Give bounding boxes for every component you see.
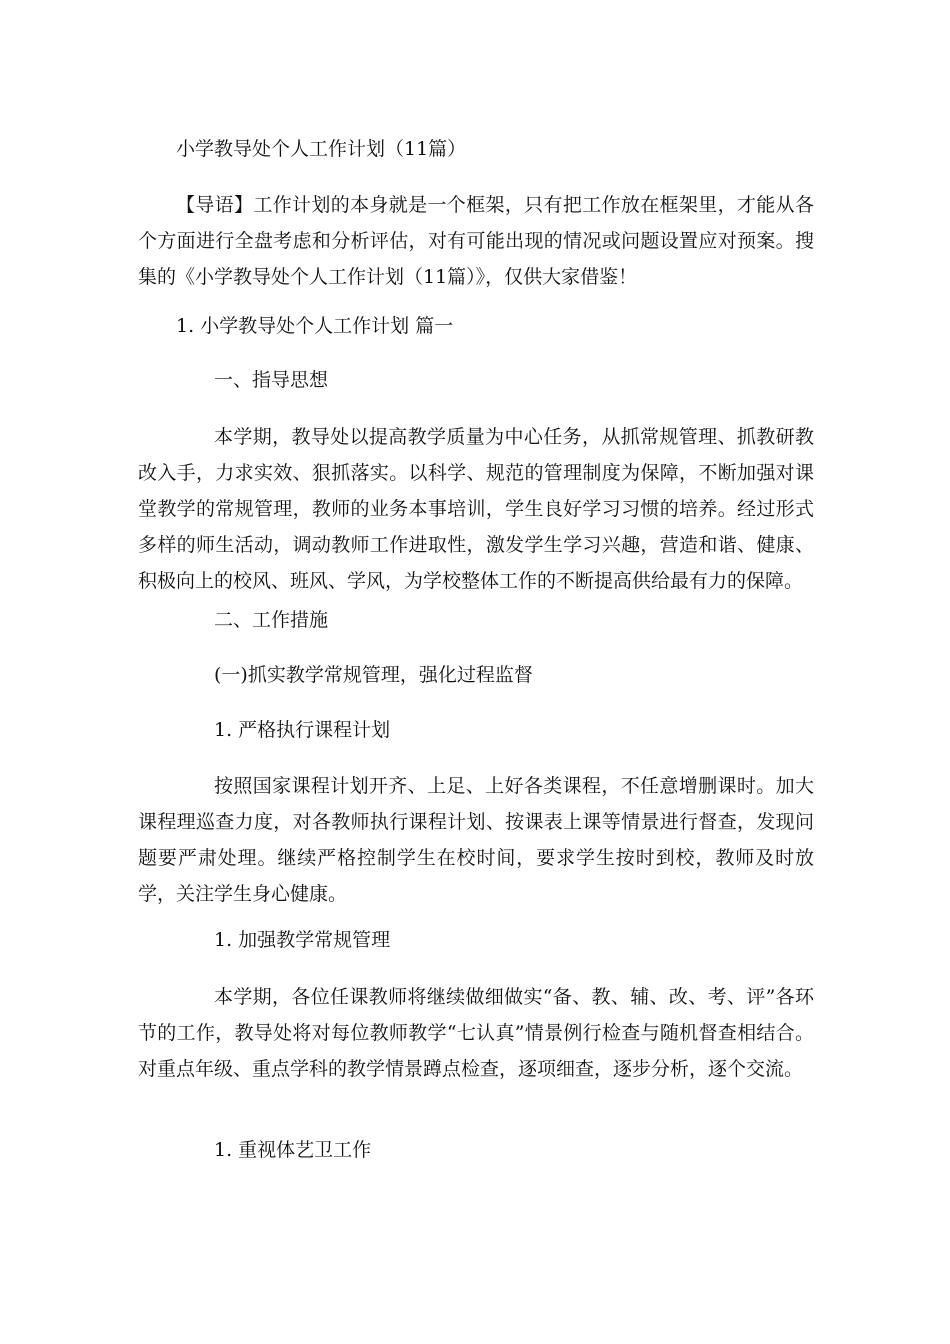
item-heading-routine-management: 1. 加强教学常规管理 xyxy=(214,929,391,951)
heading-guiding-ideology: 一、指导思想 xyxy=(214,369,329,391)
subheading-teaching-routine: (一)抓实教学常规管理，强化过程监督 xyxy=(214,664,533,686)
heading-work-measures: 二、工作措施 xyxy=(214,609,329,631)
paragraph-routine-management: 本学期，各位任课教师将继续做细做实“备、教、辅、改、考、评”各环节的工作，教导处将对每位教师教学“七认真”情景例行检查与随机督查相结合。对重点年级、重点学科的教学情景蹲点检查，逐项细查，逐步分析，逐个交流。 xyxy=(138,986,814,1080)
document-title: 小学教导处个人工作计划（11篇） xyxy=(176,138,467,160)
paragraph-guiding-ideology: 本学期，教导处以提高教学质量为中心任务，从抓常规管理、抓教研教改入手，力求实效、狠抓落实。以科学、规范的管理制度为保障，不断加强对课堂教学的常规管理，教师的业务本事培训，学生良好学习习惯的培养。经过形式多样的师生活动，调动教师工作进取性，激发学生学习兴趣，营造和谐、健康、积极向上的校风、班风、学风，为学校整体工作的不断提高供给最有力的保障。 xyxy=(138,426,814,592)
section-heading: 1. 小学教导处个人工作计划 篇一 xyxy=(176,315,454,337)
item-heading-sports-arts: 1. 重视体艺卫工作 xyxy=(214,1139,372,1161)
paragraph-curriculum: 按照国家课程计划开齐、上足、上好各类课程，不任意增删课时。加大课程理巡查力度，对各教师执行课程计划、按课表上课等情景进行督查，发现问题要严肃处理。继续严格控制学生在校时间，要求学生按时到校，教师及时放学，关注学生身心健康。 xyxy=(138,775,814,905)
intro-paragraph: 【导语】工作计划的本身就是一个框架，只有把工作放在框架里，才能从各个方面进行全盘考虑和分析评估，对有可能出现的情况或问题设置应对预案。搜集的《小学教导处个人工作计划（11篇）》，仅供大家借鉴！ xyxy=(138,194,814,288)
item-heading-curriculum: 1. 严格执行课程计划 xyxy=(214,719,391,741)
